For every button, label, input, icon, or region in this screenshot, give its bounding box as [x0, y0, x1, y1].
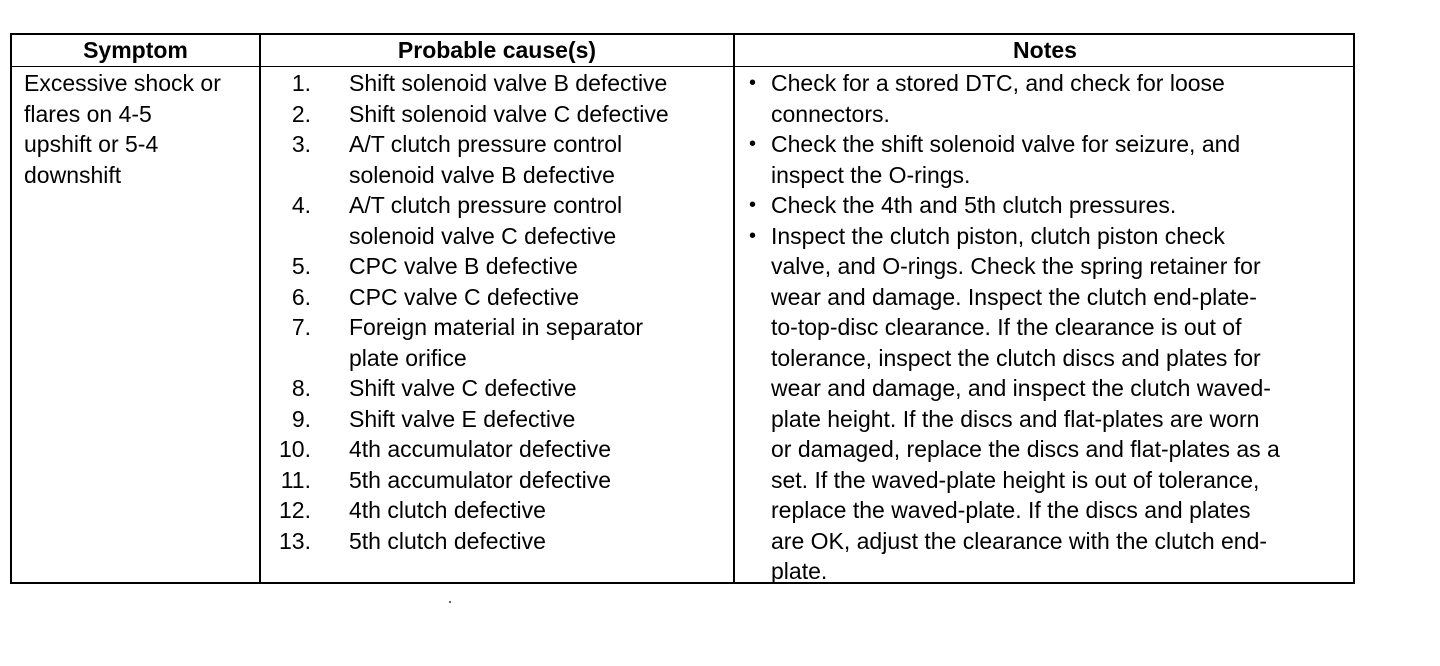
troubleshooting-table — [10, 33, 1355, 584]
note-text: Check the shift solenoid valve for seizure, and inspect the O-rings. — [771, 131, 1241, 188]
cause-number: 2. — [291, 100, 311, 127]
bullet-icon: • — [749, 133, 757, 155]
cause-number: 13. — [279, 527, 311, 554]
cause-item — [261, 404, 731, 435]
cause-text: 4th clutch defective — [349, 497, 546, 523]
cause-item — [261, 68, 731, 99]
cause-number: 10. — [279, 436, 311, 462]
note-item — [735, 129, 1335, 190]
cause-number: 8. — [291, 375, 311, 401]
header-probable-causes: Probable cause(s) — [397, 37, 597, 63]
scan-speck — [449, 601, 451, 603]
cause-text: Foreign material in separator plate orifice — [349, 314, 644, 371]
cause-item — [261, 434, 731, 465]
bullet-icon: • — [749, 72, 757, 94]
causes-column — [261, 35, 733, 582]
cause-number: 4. — [291, 192, 311, 218]
notes-list — [735, 68, 1335, 587]
cause-item — [261, 465, 731, 496]
bullet-icon: • — [749, 194, 757, 216]
cause-item — [261, 526, 731, 557]
cause-number: 3. — [291, 131, 311, 157]
cause-text: A/T clutch pressure control solenoid valve B defective — [349, 131, 623, 188]
note-text: Check the 4th and 5th clutch pressures. — [771, 192, 1177, 218]
cause-number: 1. — [291, 70, 311, 96]
symptom-cell: Excessive shock or flares on 4-5 upshift or 5-4 downshift — [24, 70, 221, 188]
cause-item — [261, 282, 731, 313]
cause-number: 5. — [291, 253, 311, 279]
cause-text: 4th accumulator defective — [349, 436, 612, 462]
note-text: Inspect the clutch piston, clutch piston check valve, and O-rings. Check the spring retainer for wear and damage. Inspect the clutch end-plate- to-top-disc clearance. If the clearance is out of tolerance, inspect the clutch discs and plates for wear and damage, and inspect the clutch waved- plate height. If the discs and flat-plates are worn or damaged, replace the discs and flat-plates as a set. If the waved-plate height is out of tolerance, replace the waved-plate. If the discs and plates are OK, adjust the clearance with the clutch end- plate. — [771, 222, 1280, 584]
cause-text: Shift valve C defective — [349, 375, 577, 401]
cause-item — [261, 495, 731, 526]
cause-text: 5th clutch defective — [349, 527, 546, 554]
cause-text: Shift solenoid valve C defective — [349, 100, 669, 127]
cause-number: 7. — [291, 314, 311, 340]
cause-number: 9. — [291, 405, 311, 432]
cause-item — [261, 129, 731, 190]
note-item — [735, 68, 1335, 129]
bullet-icon: • — [749, 224, 757, 247]
note-item — [735, 221, 1335, 587]
cause-number: 11. — [280, 466, 311, 493]
cause-text: A/T clutch pressure control solenoid valve C defective — [349, 192, 623, 249]
cause-text: CPC valve C defective — [349, 283, 580, 310]
cause-number: 6. — [291, 283, 311, 310]
header-symptom: Symptom — [83, 37, 188, 63]
cause-text: 5th accumulator defective — [349, 466, 612, 493]
cause-item — [261, 99, 731, 130]
causes-list — [261, 68, 731, 556]
notes-column — [735, 35, 1355, 582]
cause-text: Shift solenoid valve B defective — [349, 70, 668, 96]
note-item — [735, 190, 1335, 221]
cause-text: CPC valve B defective — [349, 253, 578, 279]
cause-item — [261, 190, 731, 251]
header-notes: Notes — [1013, 37, 1077, 63]
cause-item — [261, 312, 731, 373]
cause-number: 12. — [279, 497, 311, 523]
cause-text: Shift valve E defective — [349, 405, 576, 432]
note-text: Check for a stored DTC, and check for loose connectors. — [771, 70, 1225, 127]
cause-item — [261, 373, 731, 404]
cause-item — [261, 251, 731, 282]
